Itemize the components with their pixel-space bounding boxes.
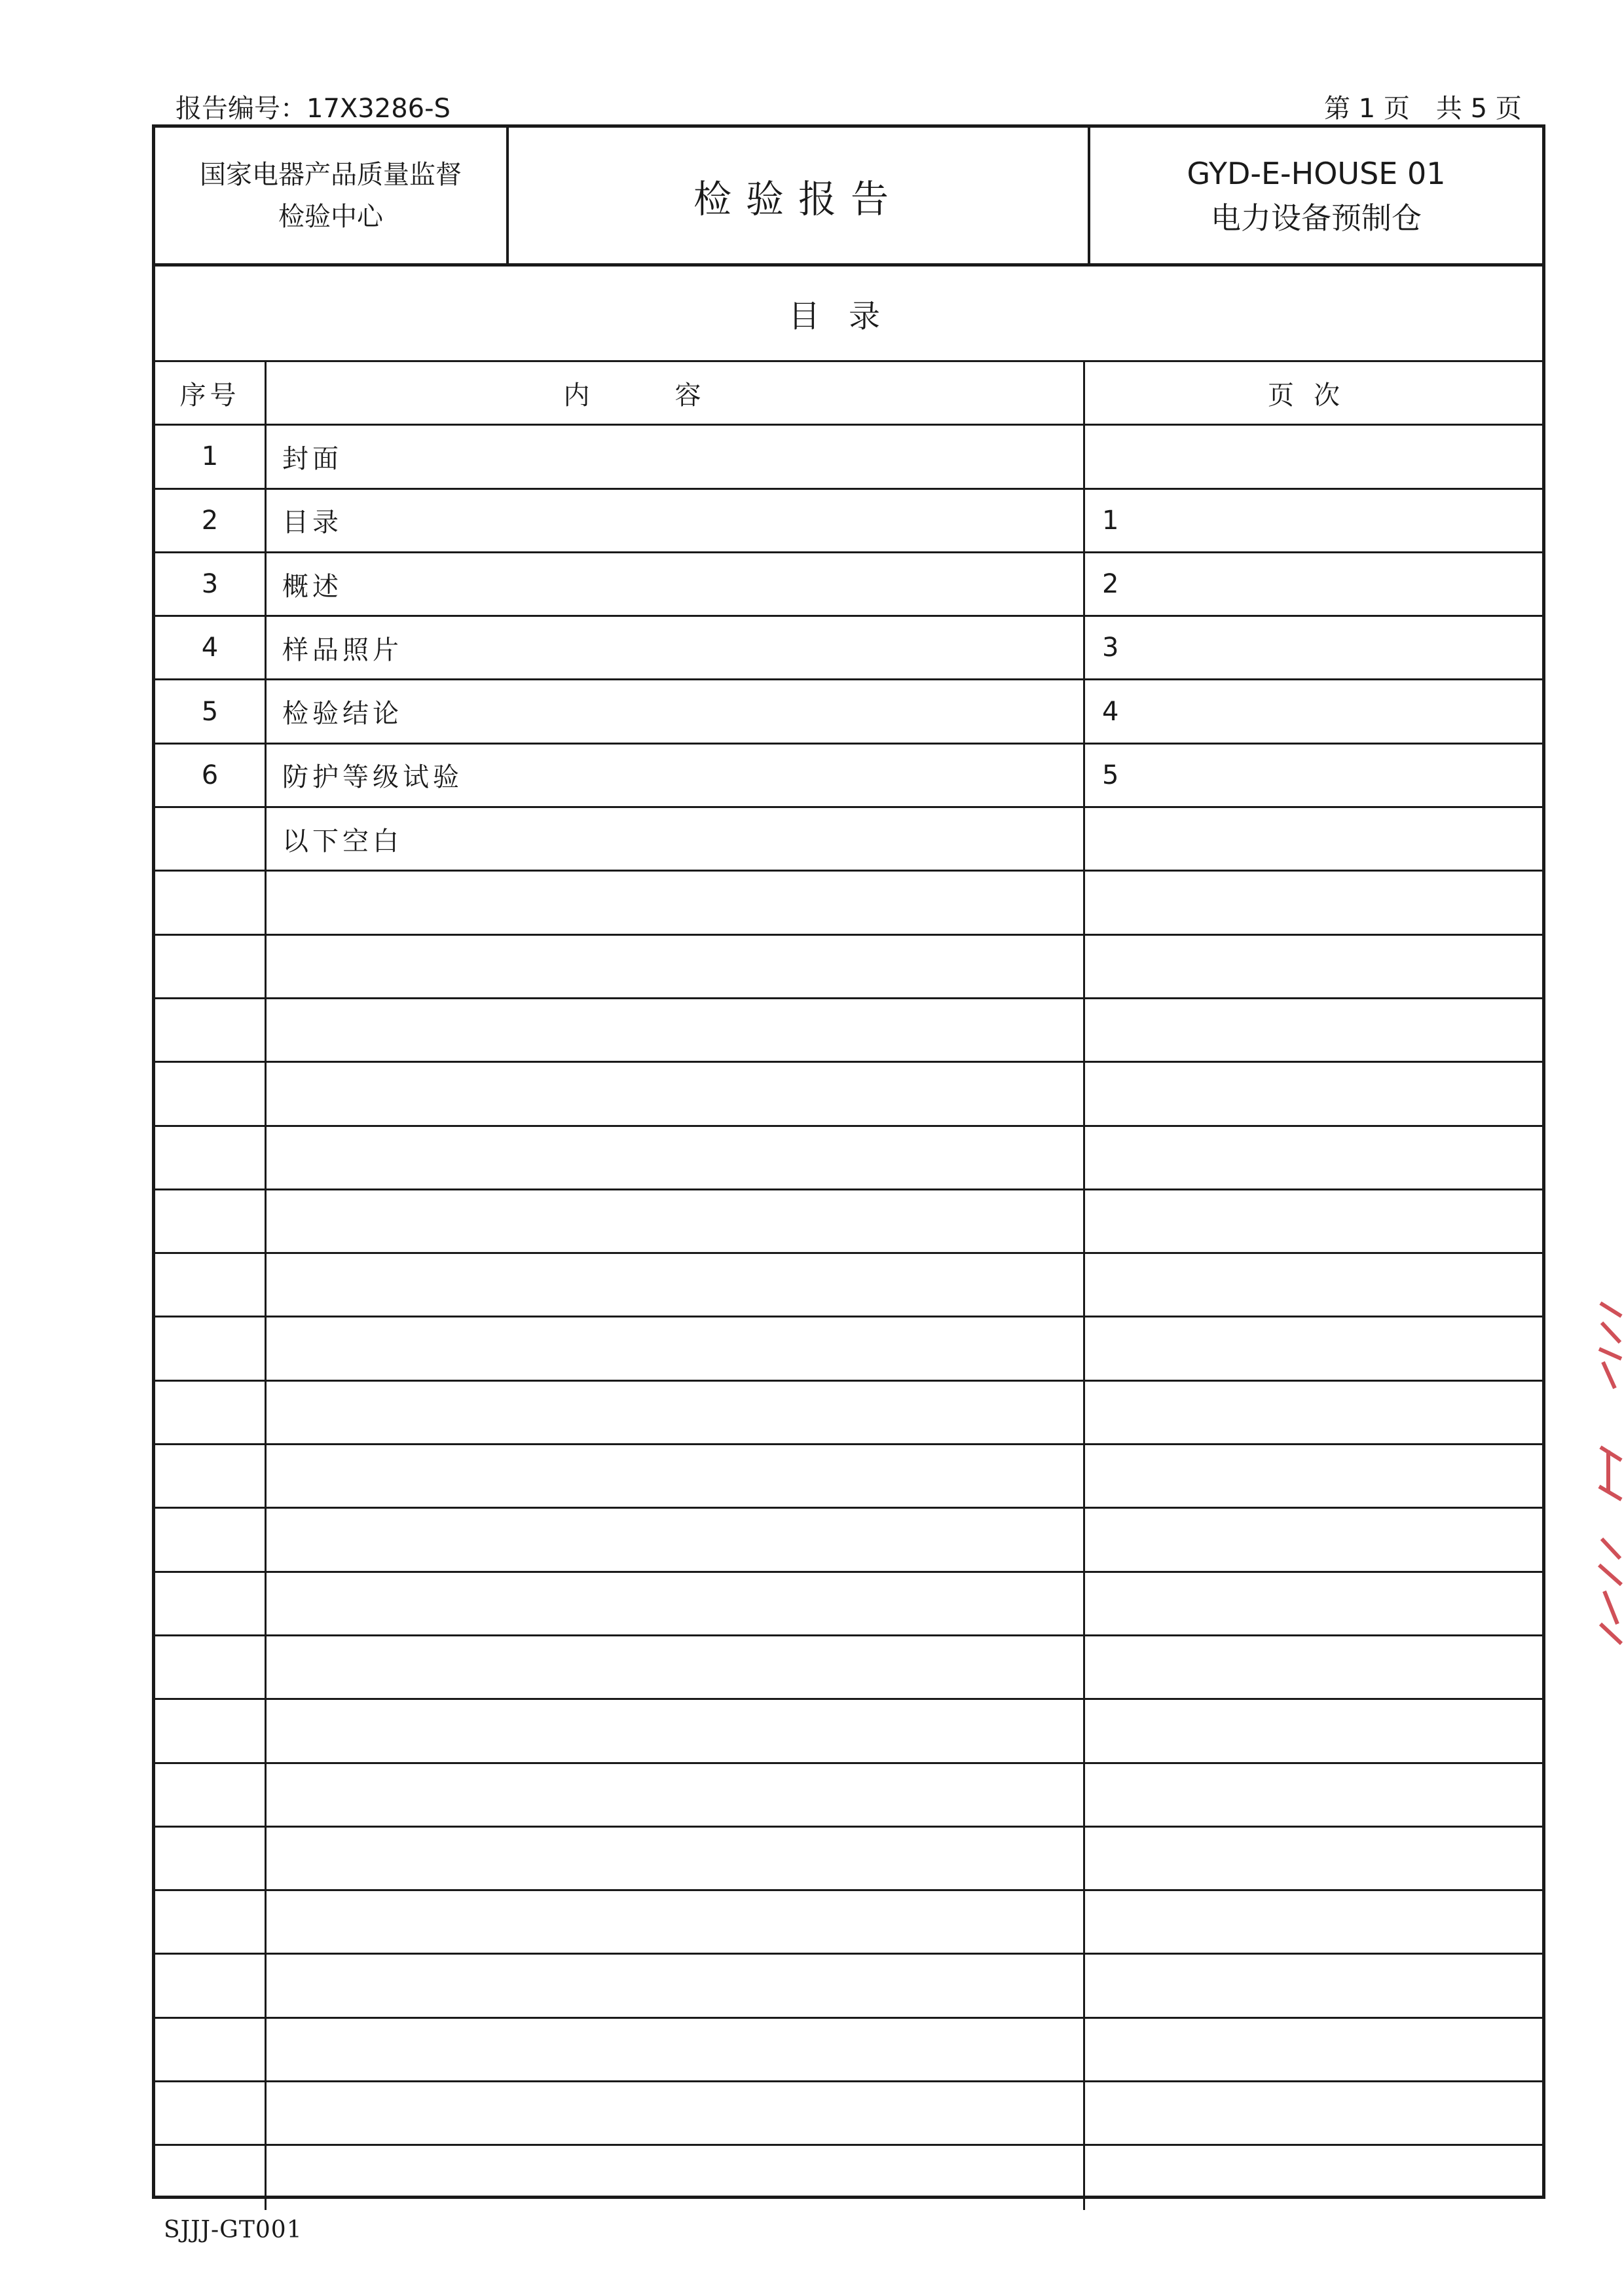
- row-number: [155, 1573, 267, 1634]
- row-content: 以下空白: [267, 808, 1085, 870]
- toc-row: [155, 490, 1542, 553]
- row-page: [1085, 2082, 1542, 2144]
- row-number: 5: [155, 680, 267, 742]
- row-page: [1085, 1955, 1542, 2016]
- row-page: [1085, 1063, 1542, 1124]
- row-number: [155, 2082, 267, 2144]
- row-number: [155, 1127, 267, 1188]
- row-number: [155, 2019, 267, 2080]
- org-line-1: 国家电器产品质量监督: [200, 159, 462, 190]
- toc-row: [155, 936, 1542, 999]
- row-number: [155, 1891, 267, 1953]
- row-number: [155, 1828, 267, 1889]
- row-page: [1085, 1254, 1542, 1316]
- row-content: [267, 1254, 1085, 1316]
- row-content: 概述: [267, 553, 1085, 615]
- row-number: 2: [155, 490, 267, 551]
- row-page: [1085, 1317, 1542, 1379]
- row-number: [155, 1445, 267, 1507]
- report-title: 检验报告: [509, 128, 1090, 263]
- row-content: [267, 1700, 1085, 1761]
- product-code: GYD-E-HOUSE 01: [1187, 155, 1446, 191]
- toc-row: [155, 1636, 1542, 1700]
- toc-row: [155, 1955, 1542, 2018]
- row-number: [155, 2146, 267, 2209]
- row-content: 目录: [267, 490, 1085, 551]
- row-number: [155, 1636, 267, 1698]
- report-frame: [152, 124, 1545, 2199]
- toc-row: [155, 553, 1542, 617]
- row-page: [1085, 1445, 1542, 1507]
- toc-row: [155, 1317, 1542, 1381]
- report-header: [155, 128, 1542, 267]
- toc-row: [155, 1063, 1542, 1126]
- row-page: [1085, 1509, 1542, 1570]
- row-page: 3: [1102, 633, 1119, 663]
- toc-row: [155, 745, 1542, 808]
- row-number: [155, 936, 267, 997]
- row-content: 检验结论: [267, 680, 1085, 742]
- toc-row: [155, 1891, 1542, 1955]
- toc-header-row: [155, 362, 1542, 426]
- row-content: [267, 1063, 1085, 1124]
- row-number: [155, 1254, 267, 1316]
- issuing-organization: [155, 128, 509, 263]
- toc-row: [155, 1254, 1542, 1317]
- row-number: [155, 1382, 267, 1443]
- toc-title: 目录: [155, 267, 1542, 362]
- row-content: [267, 1509, 1085, 1570]
- row-content: 封面: [267, 426, 1085, 487]
- toc-row: [155, 2082, 1542, 2146]
- toc-row: [155, 1764, 1542, 1828]
- column-header-page: 页次: [1268, 380, 1359, 411]
- toc-row: [155, 1127, 1542, 1190]
- row-number: [155, 999, 267, 1061]
- row-content: [267, 1190, 1085, 1252]
- row-number: [155, 1700, 267, 1761]
- row-content: [267, 1382, 1085, 1443]
- toc-row: [155, 1828, 1542, 1891]
- row-content: [267, 2082, 1085, 2144]
- product-info: [1090, 128, 1542, 263]
- row-page: 5: [1102, 760, 1119, 790]
- toc-row: [155, 1700, 1542, 1763]
- toc-row: [155, 617, 1542, 680]
- toc-row: [155, 426, 1542, 489]
- row-page: [1085, 1127, 1542, 1188]
- column-header-no: 序号: [155, 362, 267, 424]
- row-page: [1085, 936, 1542, 997]
- row-page: [1085, 808, 1542, 870]
- row-number: [155, 808, 267, 870]
- row-page: [1085, 1764, 1542, 1826]
- row-content: [267, 1317, 1085, 1379]
- row-content: [267, 1955, 1085, 2016]
- row-number: 3: [155, 553, 267, 615]
- row-content: 样品照片: [267, 617, 1085, 678]
- toc-row: [155, 872, 1542, 935]
- toc-row: [155, 1190, 1542, 1254]
- row-page: [1085, 1891, 1542, 1953]
- row-content: [267, 2019, 1085, 2080]
- row-number: [155, 1317, 267, 1379]
- toc-row: [155, 999, 1542, 1063]
- row-number: [155, 1764, 267, 1826]
- row-content: [267, 1445, 1085, 1507]
- row-number: 1: [155, 426, 267, 487]
- toc-table: [155, 362, 1542, 2210]
- row-page: 2: [1102, 569, 1119, 600]
- row-number: 6: [155, 745, 267, 806]
- row-page: [1085, 999, 1542, 1061]
- row-content: [267, 1828, 1085, 1889]
- row-page: [1085, 872, 1542, 933]
- row-number: [155, 1190, 267, 1252]
- row-page: [1085, 1828, 1542, 1889]
- toc-row: [155, 680, 1542, 744]
- row-content: [267, 999, 1085, 1061]
- row-number: [155, 1063, 267, 1124]
- row-content: [267, 1636, 1085, 1698]
- row-page: [1085, 2019, 1542, 2080]
- toc-row: [155, 2019, 1542, 2082]
- page-info: 第 1 页 共 5 页: [1324, 94, 1522, 124]
- form-code: SJJJ-GT001: [164, 2217, 303, 2243]
- row-page: [1085, 2146, 1542, 2209]
- row-page: 4: [1102, 696, 1119, 727]
- row-number: [155, 872, 267, 933]
- product-name: 电力设备预制仓: [1211, 200, 1422, 236]
- org-line-2: 检验中心: [278, 201, 383, 232]
- red-seal-stamp-edge: [1595, 1297, 1624, 1650]
- row-page: 1: [1102, 505, 1119, 536]
- row-page: [1085, 1190, 1542, 1252]
- row-content: 防护等级试验: [267, 745, 1085, 806]
- row-content: [267, 1127, 1085, 1188]
- row-number: 4: [155, 617, 267, 678]
- row-content: [267, 2146, 1085, 2209]
- row-content: [267, 872, 1085, 933]
- row-content: [267, 1891, 1085, 1953]
- row-page: [1085, 1700, 1542, 1761]
- row-page: [1085, 1573, 1542, 1634]
- row-content: [267, 1764, 1085, 1826]
- row-number: [155, 1509, 267, 1570]
- toc-row: [155, 1573, 1542, 1636]
- row-content: [267, 936, 1085, 997]
- row-content: [267, 1573, 1085, 1634]
- report-number: 报告编号：17X3286-S: [175, 94, 451, 124]
- row-page: [1085, 426, 1542, 487]
- row-page: [1085, 1636, 1542, 1698]
- toc-row: [155, 2146, 1542, 2209]
- toc-row: [155, 808, 1542, 872]
- row-number: [155, 1955, 267, 2016]
- column-header-content: 内容: [267, 362, 1085, 424]
- toc-row: [155, 1509, 1542, 1572]
- toc-row: [155, 1445, 1542, 1509]
- toc-row: [155, 1382, 1542, 1445]
- row-page: [1085, 1382, 1542, 1443]
